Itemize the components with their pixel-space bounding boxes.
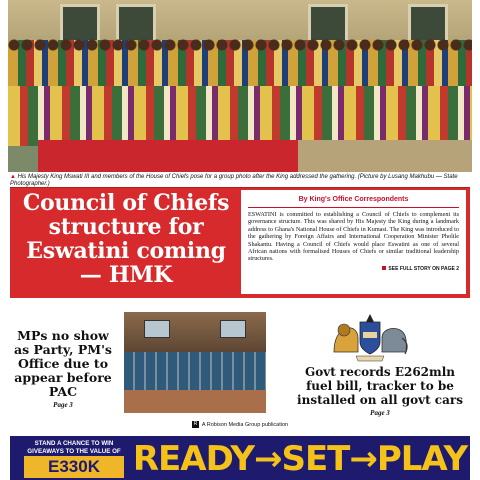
lead-rule bbox=[10, 187, 470, 188]
publisher-logo-icon: R bbox=[193, 421, 198, 427]
lead-body-text: ESWATINI is committed to establishing a Council of Chiefs to complement its governance structure. This was shared by His Majesty the King during a landmark address to Ghana's National House of Chiefs in Kumasi. The King was introduced to the gathering by Foreign Affairs and International Cooperation Minister Pholile Shakantu. Having a Council of Chiefs would place Eswatini as one of several African nations with formalised Houses of Chiefs or similar traditional leadership structures. bbox=[248, 211, 459, 263]
publication-text: A Robison Media Group publication bbox=[201, 421, 289, 428]
photo-caption-text: His Majesty King Mswati III and members of the House of Chiefs pose for a group photo after the King addressed the gathering. (Picture by Lusang Makhubu — State Photographer.) bbox=[10, 174, 458, 187]
lead-summary-box bbox=[241, 190, 466, 294]
promo-banner[interactable] bbox=[10, 436, 470, 480]
photo-floor bbox=[298, 140, 472, 172]
caption-marker-icon: ▲ bbox=[10, 174, 16, 180]
story-headline: Govt records E262mln fuel bill, tracker to be installed on all govt cars bbox=[297, 365, 463, 407]
story-headline: MPs no show as Party, PM's Office due to appear before PAC bbox=[14, 328, 112, 399]
chamber-screen bbox=[220, 320, 246, 338]
promo-text: STAND A CHANCE TO WIN GIVEAWAYS TO THE VALUE OF bbox=[27, 440, 121, 455]
lead-headline[interactable]: Council of Chiefs structure for Eswatini coming — HMK bbox=[22, 190, 230, 288]
chamber-screen bbox=[144, 320, 170, 338]
see-full-story-link[interactable] bbox=[248, 266, 459, 272]
story-page-ref: Page 3 bbox=[53, 401, 73, 409]
story-mps-no-show[interactable] bbox=[8, 329, 118, 409]
lead-byline: By King's Office Correspondents bbox=[298, 196, 409, 203]
lead-story bbox=[10, 187, 470, 298]
promo-amount: E330K bbox=[24, 456, 124, 478]
coat-of-arms-icon bbox=[330, 312, 410, 362]
photo-crowd-heads bbox=[8, 36, 472, 54]
story-page-ref: Page 3 bbox=[370, 409, 390, 417]
chamber-floor bbox=[124, 390, 266, 413]
promo-slogan: READY→SET→PLAY bbox=[132, 439, 468, 479]
parliament-chamber-photo bbox=[124, 312, 266, 413]
photo-red-carpet bbox=[38, 140, 298, 172]
story-fuel-bill[interactable] bbox=[290, 365, 470, 417]
photo-crowd-front-row bbox=[8, 86, 472, 146]
see-full-story-label: SEE FULL STORY ON PAGE 2 bbox=[388, 265, 459, 272]
publication-line bbox=[0, 421, 480, 428]
byline-divider bbox=[248, 207, 459, 208]
bullet-icon bbox=[382, 266, 386, 270]
front-page-photo bbox=[8, 0, 472, 172]
photo-caption bbox=[10, 174, 472, 188]
